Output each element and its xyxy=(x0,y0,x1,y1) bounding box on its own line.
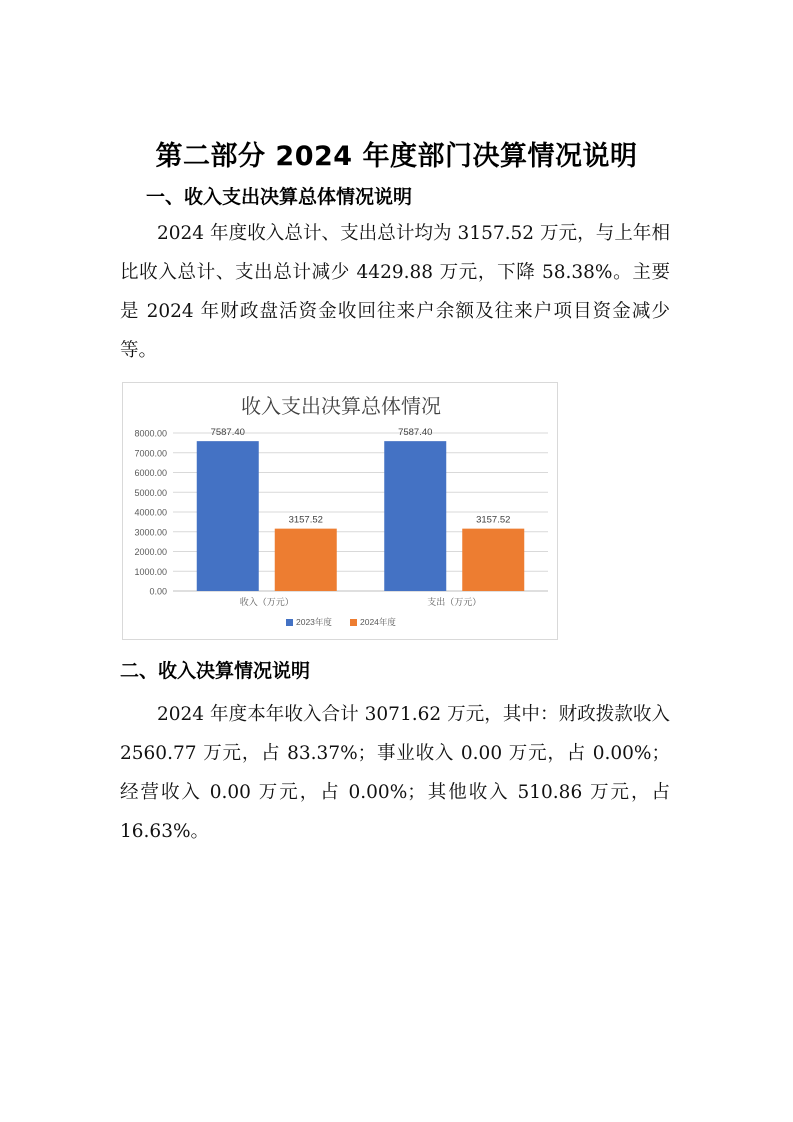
page-title: 第二部分 2024 年度部门决算情况说明 xyxy=(155,141,638,172)
bar xyxy=(275,529,337,591)
chart-title: 收入支出决算总体情况 xyxy=(241,394,441,418)
legend-label: 2024年度 xyxy=(360,617,396,627)
y-tick-label: 8000.00 xyxy=(134,428,167,439)
y-tick-label: 1000.00 xyxy=(134,566,167,577)
data-label: 3157.52 xyxy=(288,514,323,526)
section2-heading: 二、收入决算情况说明 xyxy=(120,660,311,682)
y-tick-label: 2000.00 xyxy=(134,547,167,557)
y-tick-label: 4000.00 xyxy=(134,507,167,518)
data-label: 7587.40 xyxy=(398,427,433,439)
y-tick-label: 7000.00 xyxy=(134,448,167,459)
section2-paragraph-text: 2024 年度本年收入合计 3071.62 万元，其中：财政拨款收入 2560.77 万元，占 83.37%；事业收入 0.00 万元，占 0.00%；经营收入 0.00 万元，占 0.00%；其他收入 510.86 万元，占 16.63%。 xyxy=(120,704,670,842)
section2-paragraph xyxy=(120,695,670,851)
overview-chart xyxy=(122,382,558,640)
legend-swatch xyxy=(286,619,293,626)
data-label: 3157.52 xyxy=(476,514,511,526)
bar xyxy=(384,441,446,591)
legend-label: 2023年度 xyxy=(296,617,332,627)
bar xyxy=(462,529,524,591)
section1-heading: 一、收入支出决算总体情况说明 xyxy=(146,186,413,208)
y-tick-label: 6000.00 xyxy=(134,468,167,478)
legend-swatch xyxy=(350,619,357,626)
y-tick-label: 3000.00 xyxy=(134,527,167,538)
y-tick-label: 0.00 xyxy=(149,586,167,597)
section1-paragraph-text: 2024 年度收入总计、支出总计均为 3157.52 万元，与上年相比收入总计、支出总计减少 4429.88 万元，下降 58.38%。主要是 2024 年财政盘活资金收回往来户余额及往来户项目资金减少等。 xyxy=(120,223,670,361)
section1-paragraph xyxy=(120,214,670,370)
overview-chart-svg xyxy=(123,383,559,641)
bar xyxy=(197,441,259,591)
x-category-label: 支出（万元） xyxy=(427,597,482,607)
y-tick-label: 5000.00 xyxy=(134,487,167,498)
x-category-label: 收入（万元） xyxy=(239,597,294,607)
data-label: 7587.40 xyxy=(210,427,245,439)
